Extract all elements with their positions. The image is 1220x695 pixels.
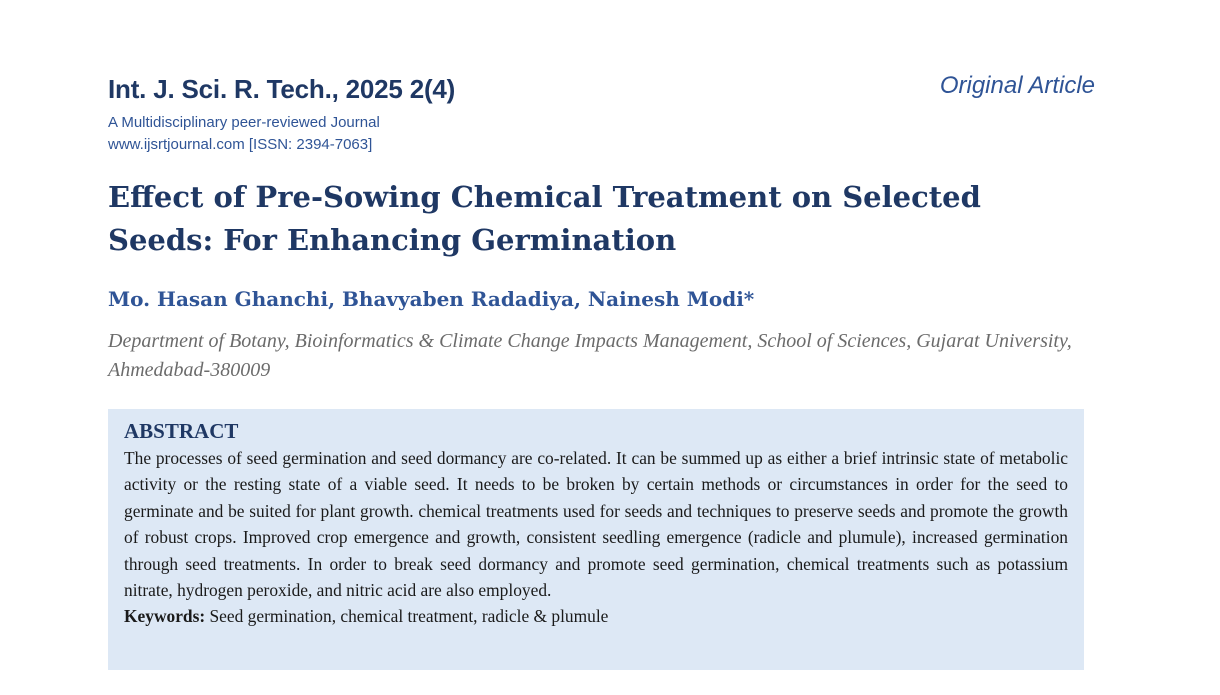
article-type-label: Original Article bbox=[939, 72, 1095, 99]
keywords-list: Seed germination, chemical treatment, radicle & plumule bbox=[209, 606, 609, 627]
keywords-line bbox=[124, 603, 1068, 629]
abstract-section bbox=[108, 409, 1084, 670]
journal-title: Int. J. Sci. R. Tech., 2025 2(4) bbox=[108, 74, 456, 104]
journal-url-issn[interactable]: www.ijsrtjournal.com [ISSN: 2394-7063] bbox=[108, 136, 373, 153]
keywords-label: Keywords: bbox=[124, 606, 206, 627]
paper-title-line-1: Effect of Pre-Sowing Chemical Treatment on Selected bbox=[108, 180, 981, 214]
abstract-heading: ABSTRACT bbox=[124, 419, 239, 443]
paper-title bbox=[108, 176, 1068, 262]
author-affiliation: Department of Botany, Bioinformatics & Climate Change Impacts Management, School of Sciences, Gujarat University, Ahmedabad-380009 bbox=[108, 330, 1072, 381]
paper-title-line-2: Seeds: For Enhancing Germination bbox=[108, 223, 677, 257]
author-list: Mo. Hasan Ghanchi, Bhavyaben Radadiya, Nainesh Modi* bbox=[108, 287, 755, 311]
journal-description: A Multidisciplinary peer-reviewed Journal bbox=[108, 114, 380, 131]
abstract-text: The processes of seed germination and seed dormancy are co-related. It can be summed up as either a brief intrinsic state of metabolic activity or the resting state of a viable seed. It needs to be broken by certain methods or circumstances in order for the seed to germinate and be suited for plant growth. chemical treatments used for seeds and techniques to preserve seeds and promote the growth of robust crops. Improved crop emergence and growth, consistent seedling emergence (radicle and plumule), increased germination through seed treatments. In order to break seed dormancy and promote seed germination, chemical treatments such as potassium nitrate, hydrogen peroxide, and nitric acid are also employed. bbox=[124, 448, 1068, 601]
